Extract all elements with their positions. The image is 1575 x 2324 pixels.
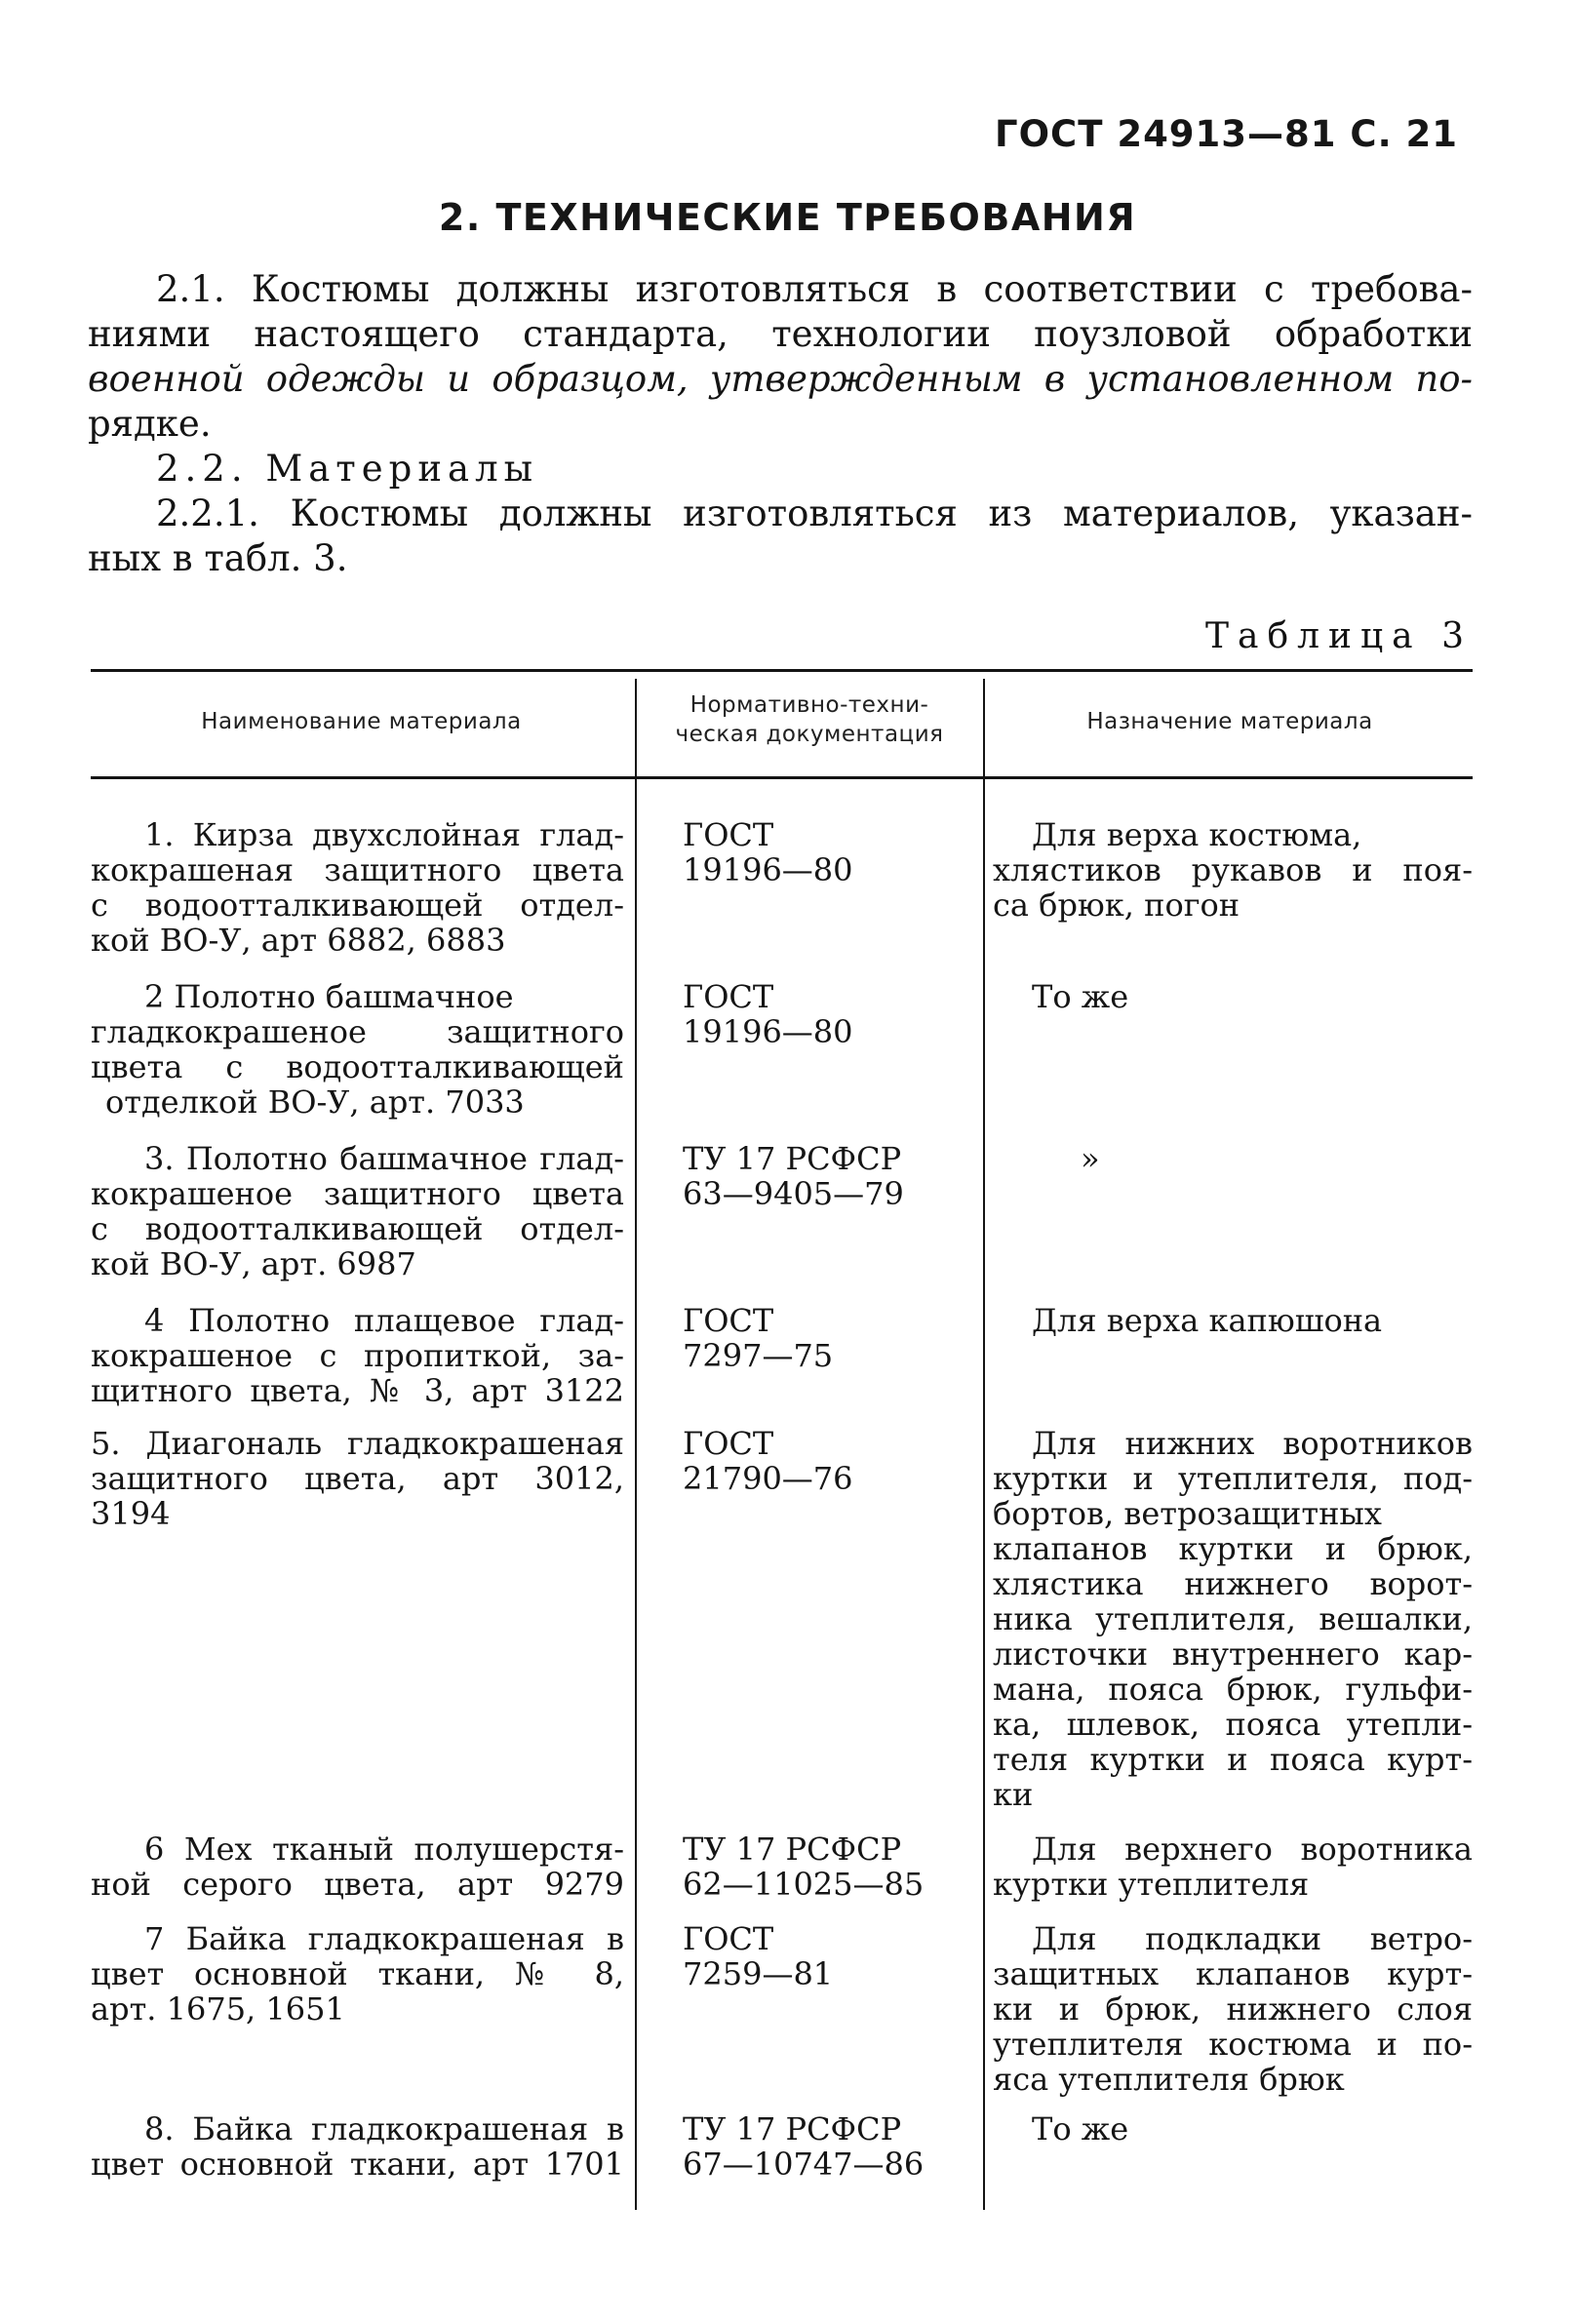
row-5-purpose-line: листочки внутреннего кар-	[993, 1636, 1473, 1672]
row-3-name-line: кокрашеное защитного цвета	[91, 1176, 624, 1211]
row-5-purpose-line: хлястика нижнего ворот-	[993, 1566, 1473, 1601]
row-8-doc-line: 67—10747—86	[683, 2147, 925, 2182]
table-row-5-doc	[683, 1426, 975, 1496]
row-6-name-line: 6 Мех тканый полушерстя-	[144, 1832, 624, 1867]
paragraph-2-1-line-4: рядке.	[88, 403, 212, 445]
row-5-purpose-line: клапанов куртки и брюк,	[993, 1531, 1473, 1566]
table-row-6-purpose	[993, 1832, 1473, 1902]
row-1-name-line: кой ВО-У, арт 6882, 6883	[91, 923, 506, 958]
row-5-purpose-line: Для нижних воротников	[1032, 1426, 1473, 1461]
row-5-purpose-line: бортов, ветрозащитных	[993, 1496, 1382, 1531]
header-material-purpose: Назначение материала	[1086, 709, 1373, 734]
row-7-purpose-line: утеплителя костюма и по-	[993, 2027, 1473, 2062]
paragraph-2-2-1-line-2: ных в табл. 3.	[88, 537, 348, 579]
row-2-purpose-line: То же	[1032, 979, 1129, 1014]
row-7-purpose-line: яса утеплителя брюк	[993, 2062, 1345, 2097]
row-4-name-line: кокрашеное с пропиткой, за-	[91, 1338, 624, 1373]
row-6-doc-line: 62—11025—85	[683, 1867, 925, 1902]
row-1-purpose-line: хлястиков рукавов и поя-	[993, 852, 1473, 887]
header-material-name: Наименование материала	[201, 709, 522, 734]
row-1-doc-line: ГОСТ	[683, 817, 774, 852]
table-row-7-purpose	[993, 1921, 1473, 2097]
row-5-name-line: 5. Диагональ гладкокрашеная	[91, 1426, 624, 1461]
row-1-name-line: кокрашеная защитного цвета	[91, 852, 624, 887]
row-5-name-line: защитного цвета, арт 3012,	[91, 1461, 624, 1496]
row-4-name-line: щитного цвета, № 3, арт 3122	[91, 1373, 624, 1408]
row-6-purpose-line: Для верхнего воротника	[1032, 1832, 1473, 1867]
section-title: 2. ТЕХНИЧЕСКИЕ ТРЕБОВАНИЯ	[438, 196, 1137, 239]
table-row-2-purpose	[993, 979, 1473, 1014]
row-3-doc-line: 63—9405—79	[683, 1176, 904, 1211]
row-6-doc-line: ТУ 17 РСФСР	[683, 1832, 902, 1867]
row-4-doc-line: ГОСТ	[683, 1303, 774, 1338]
paragraph-2-2: 2.2. Материалы	[156, 448, 539, 490]
row-8-purpose-line: То же	[1032, 2111, 1129, 2147]
header-normative-doc-line-2: ческая документация	[675, 722, 944, 747]
row-4-name-line: 4 Полотно плащевое глад-	[144, 1303, 624, 1338]
row-1-name-line: 1. Кирза двухслойная глад-	[144, 817, 624, 852]
row-6-name-line: ной серого цвета, арт 9279	[91, 1867, 624, 1902]
row-5-purpose-line: куртки и утеплителя, под-	[993, 1461, 1473, 1496]
page-header: ГОСТ 24913—81 С. 21	[995, 113, 1458, 155]
table-row-4-name	[91, 1303, 624, 1408]
paragraph-2-1-line-3: военной одежды и образцом, утвержденным в установленном по-	[88, 358, 1473, 400]
table-caption: Таблица 3	[1205, 616, 1473, 656]
table-column-divider-1	[635, 679, 637, 2210]
row-4-doc-line: 7297—75	[683, 1338, 834, 1373]
row-2-doc-line: 19196—80	[683, 1014, 853, 1049]
table-row-1-purpose	[993, 817, 1473, 923]
row-7-name-line: цвет основной ткани, № 8,	[91, 1956, 624, 1991]
header-normative-doc	[639, 690, 980, 749]
row-2-name-line: цвета с водоотталкивающей	[91, 1049, 624, 1084]
header-normative-doc-line-1: Нормативно-техни-	[689, 692, 929, 718]
row-5-purpose-line: ка, шлевок, пояса утепли-	[993, 1707, 1473, 1742]
row-5-purpose-line: ника утеплителя, вешалки,	[993, 1601, 1473, 1636]
row-5-purpose-line: теля куртки и пояса курт-	[993, 1742, 1473, 1777]
table-row-4-purpose	[993, 1303, 1473, 1338]
row-5-doc-line: 21790—76	[683, 1461, 853, 1496]
table-row-8-name	[91, 2111, 624, 2182]
row-2-name-line: отделкой ВО-У, арт. 7033	[105, 1084, 525, 1120]
row-7-name-line: 7 Байка гладкокрашеная в	[144, 1921, 624, 1956]
table-row-1-name	[91, 817, 624, 958]
row-7-name-line: арт. 1675, 1651	[91, 1991, 345, 2027]
table-row-8-purpose	[993, 2111, 1473, 2147]
table-row-3-name	[91, 1141, 624, 1281]
row-7-purpose-line: защитных клапанов курт-	[993, 1956, 1473, 1991]
row-5-name-line: 3194	[91, 1496, 171, 1531]
table-header-rule	[91, 776, 1473, 779]
row-3-name-line: с водоотталкивающей отдел-	[91, 1211, 624, 1246]
table-row-6-doc	[683, 1832, 975, 1902]
table-row-2-name	[91, 979, 624, 1120]
row-2-name-line: 2 Полотно башмачное	[144, 979, 514, 1014]
row-3-name-line: кой ВО-У, арт. 6987	[91, 1246, 416, 1281]
row-1-purpose-line: са брюк, погон	[993, 887, 1240, 923]
row-7-purpose-line: Для подкладки ветро-	[1032, 1921, 1473, 1956]
table-row-3-doc	[683, 1141, 975, 1211]
row-5-purpose-line: мана, пояса брюк, гульфи-	[993, 1672, 1473, 1707]
paragraph-2-1-line-1: 2.1. Костюмы должны изготовляться в соответствии с требова-	[156, 268, 1473, 310]
table-row-7-doc	[683, 1921, 975, 1991]
row-1-purpose-line: Для верха костюма,	[1032, 817, 1362, 852]
row-5-purpose-line: ки	[993, 1777, 1034, 1812]
table-row-6-name	[91, 1832, 624, 1902]
table-top-rule	[91, 669, 1473, 672]
paragraph-2-1-line-2: ниями настоящего стандарта, технологии поузловой обработки	[88, 313, 1473, 355]
row-3-purpose-line: »	[1081, 1141, 1100, 1176]
table-column-divider-2	[983, 679, 985, 2210]
row-8-doc-line: ТУ 17 РСФСР	[683, 2111, 902, 2147]
paragraph-2-2-1-line-1: 2.2.1. Костюмы должны изготовляться из материалов, указан-	[156, 492, 1473, 534]
table-row-5-name	[91, 1426, 624, 1531]
row-7-purpose-line: ки и брюк, нижнего слоя	[993, 1991, 1473, 2027]
row-2-doc-line: ГОСТ	[683, 979, 774, 1014]
row-8-name-line: 8. Байка гладкокрашеная в	[144, 2111, 624, 2147]
table-row-3-purpose	[993, 1141, 1473, 1176]
row-7-doc-line: ГОСТ	[683, 1921, 774, 1956]
table-row-7-name	[91, 1921, 624, 2027]
table-row-5-purpose	[993, 1426, 1473, 1812]
row-4-purpose-line: Для верха капюшона	[1032, 1303, 1383, 1338]
row-1-doc-line: 19196—80	[683, 852, 853, 887]
row-6-purpose-line: куртки утеплителя	[993, 1867, 1310, 1902]
table-row-2-doc	[683, 979, 975, 1049]
row-1-name-line: с водоотталкивающей отдел-	[91, 887, 624, 923]
row-8-name-line: цвет основной ткани, арт 1701	[91, 2147, 624, 2182]
row-3-doc-line: ТУ 17 РСФСР	[683, 1141, 902, 1176]
row-7-doc-line: 7259—81	[683, 1956, 834, 1991]
table-row-8-doc	[683, 2111, 975, 2182]
table-row-4-doc	[683, 1303, 975, 1373]
row-5-doc-line: ГОСТ	[683, 1426, 774, 1461]
row-3-name-line: 3. Полотно башмачное глад-	[144, 1141, 624, 1176]
table-row-1-doc	[683, 817, 975, 887]
row-2-name-line: гладкокрашеное защитного	[91, 1014, 624, 1049]
